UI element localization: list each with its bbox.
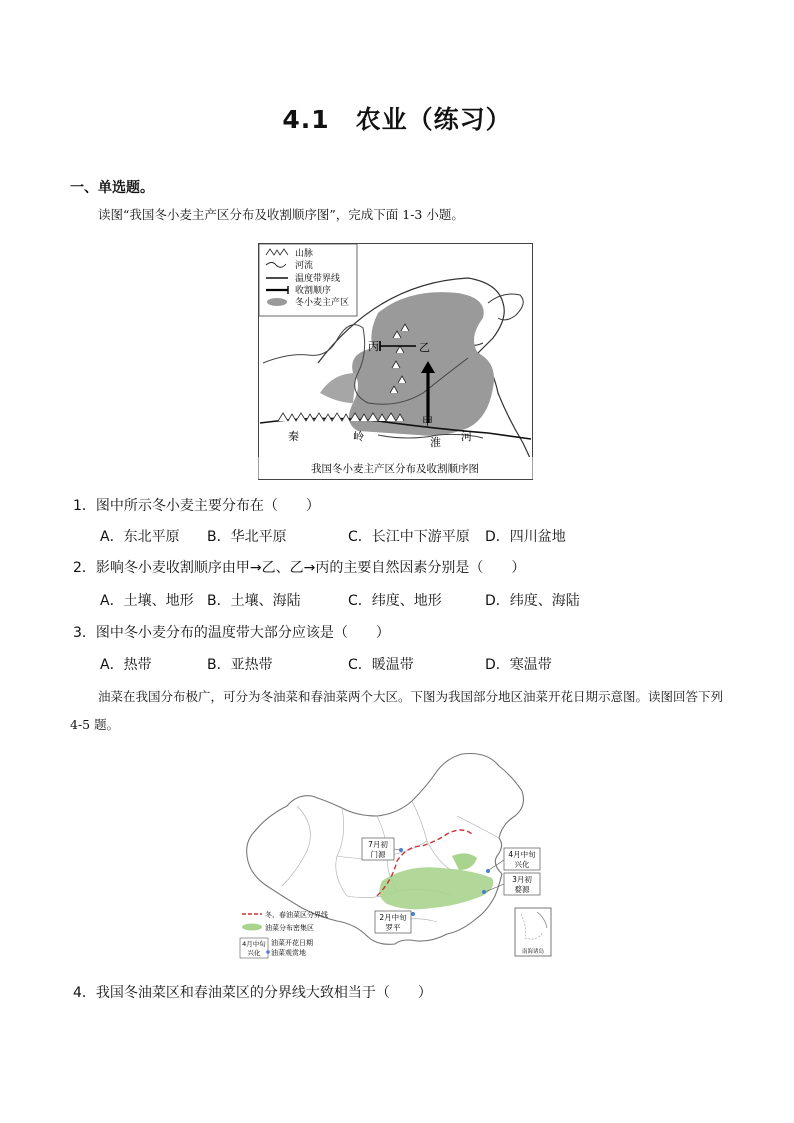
label-bing: 丙 xyxy=(368,340,379,353)
callout-luoping xyxy=(375,911,415,933)
q2-option-b[interactable]: B．土壤、海陆 xyxy=(207,593,301,609)
section-heading: 一、单选题。 xyxy=(70,180,154,196)
svg-text:7月初: 7月初 xyxy=(368,840,388,849)
svg-text:油菜观赏地: 油菜观赏地 xyxy=(271,949,306,957)
rapeseed-map xyxy=(237,746,557,961)
q1-option-b[interactable]: B．华北平原 xyxy=(207,529,287,545)
map2-legend xyxy=(240,910,328,958)
svg-text:门源: 门源 xyxy=(370,850,386,859)
svg-text:4月中旬: 4月中旬 xyxy=(508,850,536,859)
svg-text:罗平: 罗平 xyxy=(385,923,401,932)
label-qin: 秦 xyxy=(288,430,299,443)
viewing-site-luoping xyxy=(411,912,415,916)
map1-caption: 我国冬小麦主产区分布及收割顺序图 xyxy=(311,463,479,475)
viewing-site-wuyuan xyxy=(482,890,486,894)
intro-paragraph-2: 油菜在我国分布极广，可分为冬油菜和春油菜两个大区。下图为我国部分地区油菜开花日期示意图。读图回答下列 4-5 题。 xyxy=(70,689,724,732)
legend-label-river: 河流 xyxy=(295,261,314,271)
legend-label-mountain: 山脉 xyxy=(295,249,314,259)
question-3-stem: 3．图中冬小麦分布的温度带大部分应该是（ ） xyxy=(73,625,390,641)
svg-text:2月中旬: 2月中旬 xyxy=(379,913,407,922)
q1-option-a[interactable]: A．东北平原 xyxy=(100,529,180,545)
q2-option-d[interactable]: D．纬度、海陆 xyxy=(485,593,580,609)
svg-text:兴化: 兴化 xyxy=(514,860,530,869)
legend-dense-icon xyxy=(242,924,262,931)
label-huai: 淮 xyxy=(430,436,441,449)
q3-option-a[interactable]: A．热带 xyxy=(100,657,152,673)
q3-option-c[interactable]: C．暖温带 xyxy=(348,657,414,673)
label-ling: 岭 xyxy=(353,430,364,443)
svg-text:南海诸岛: 南海诸岛 xyxy=(521,949,545,955)
legend-wheat-icon xyxy=(267,298,287,306)
legend-label-harvest: 收割顺序 xyxy=(295,286,332,296)
svg-text:冬、春油菜区分界线: 冬、春油菜区分界线 xyxy=(265,911,328,919)
legend-label-wheat: 冬小麦主产区 xyxy=(295,298,350,308)
intro-paragraph-1: 读图“我国冬小麦主产区分布及收割顺序图”，完成下面 1-3 小题。 xyxy=(98,207,464,222)
viewing-site-xinghua xyxy=(486,869,490,873)
q3-option-b[interactable]: B．亚热带 xyxy=(207,657,273,673)
page-title: 4.1 农业（练习） xyxy=(282,105,512,134)
svg-text:兴化: 兴化 xyxy=(247,949,261,957)
legend-label-boundary: 温度带界线 xyxy=(295,274,341,284)
svg-text:油菜开花日期: 油菜开花日期 xyxy=(271,939,313,947)
q1-option-c[interactable]: C．长江中下游平原 xyxy=(348,529,470,545)
label-he: 河 xyxy=(461,430,472,443)
viewing-site-menyuan xyxy=(399,848,403,852)
svg-text:3月初: 3月初 xyxy=(512,875,532,884)
label-jia: 甲 xyxy=(422,415,433,428)
label-yi: 乙 xyxy=(419,341,430,354)
svg-text:婺源: 婺源 xyxy=(514,885,530,894)
q1-option-d[interactable]: D．四川盆地 xyxy=(485,529,566,545)
question-4-stem: 4．我国冬油菜区和春油菜区的分界线大致相当于（ ） xyxy=(73,985,432,1001)
south-china-sea-inset xyxy=(515,908,551,956)
question-1-stem: 1．图中所示冬小麦主要分布在（ ） xyxy=(73,498,320,514)
svg-text:油菜分布密集区: 油菜分布密集区 xyxy=(265,924,314,932)
legend-site-icon xyxy=(266,950,270,954)
q2-option-c[interactable]: C．纬度、地形 xyxy=(348,593,442,609)
svg-text:4月中旬: 4月中旬 xyxy=(242,940,266,948)
q3-option-d[interactable]: D．寒温带 xyxy=(485,657,552,673)
q2-option-a[interactable]: A．土壤、地形 xyxy=(100,593,194,609)
question-2-stem: 2．影响冬小麦收割顺序由甲→乙、乙→丙的主要自然因素分别是（ ） xyxy=(73,560,526,576)
winter-wheat-map xyxy=(258,243,533,480)
